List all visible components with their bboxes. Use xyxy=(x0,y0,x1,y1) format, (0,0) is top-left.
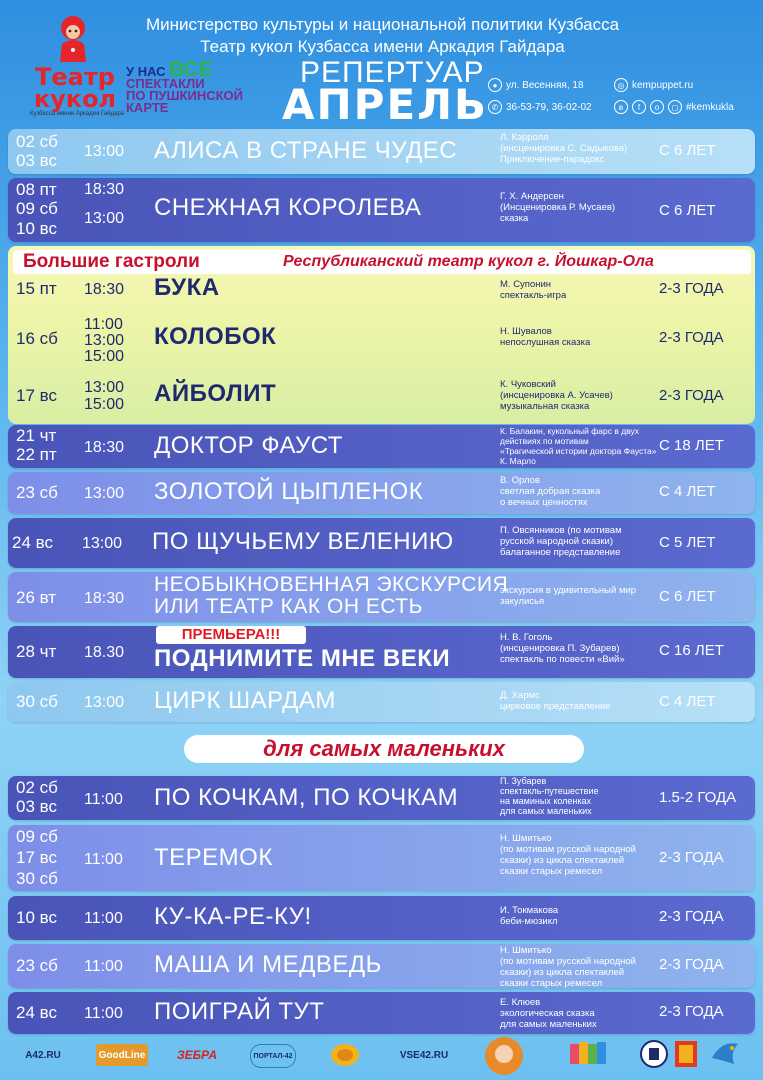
globe-icon: ◎ xyxy=(614,78,628,92)
partner-portal-logo[interactable]: ПОРТАЛ-42 xyxy=(250,1044,296,1068)
website[interactable] xyxy=(614,78,693,92)
show-time: 13:00 xyxy=(84,379,125,396)
show-date: 03 вс xyxy=(16,151,57,170)
partner-a42-logo[interactable]: А42.RU xyxy=(25,1049,61,1061)
show-info: П. Зубарев спектакль-путешествие на маминых коленках для самых маленьких xyxy=(500,776,599,816)
show-title[interactable]: НЕОБЫКНОВЕННАЯ ЭКСКУРСИЯ xyxy=(154,573,509,596)
instagram-icon[interactable]: ◻ xyxy=(668,100,682,114)
show-title[interactable]: БУКА xyxy=(154,274,220,301)
partner-goodline-logo[interactable]: GoodLine xyxy=(96,1044,148,1066)
show-date: 23 сб xyxy=(16,483,58,502)
show-info: В. Орлов светлая добрая сказка о вечных ценностях xyxy=(500,475,601,508)
show-time: 11:00 xyxy=(84,791,123,808)
show-info: Н. Шмитько (по мотивам русской народной сказки) из цикла спектаклей сказки старых ремесел xyxy=(500,945,636,989)
show-title[interactable]: ЦИРК ШАРДАМ xyxy=(154,687,336,714)
tour-subtitle: Республиканский театр кукол г. Йошкар-Ола xyxy=(283,253,654,270)
show-row[interactable] xyxy=(8,992,755,1034)
age-rating: 2-3 ГОДА xyxy=(659,329,724,346)
show-title[interactable]: КОЛОБОК xyxy=(154,323,277,350)
show-row[interactable] xyxy=(8,376,755,416)
pushkin-line4: КАРТЕ xyxy=(126,100,169,115)
show-date: 24 вс xyxy=(12,533,53,552)
show-date: 24 вс xyxy=(16,1003,57,1022)
show-row[interactable] xyxy=(8,276,755,306)
ok-icon[interactable]: о xyxy=(650,100,664,114)
show-date: 02 сб xyxy=(16,778,58,797)
age-rating: 2-3 ГОДА xyxy=(659,387,724,404)
show-time: 11:00 xyxy=(84,316,123,333)
vk-icon[interactable]: в xyxy=(614,100,628,114)
show-title[interactable]: МАША И МЕДВЕДЬ xyxy=(154,951,382,978)
show-date: 10 вс xyxy=(16,908,57,927)
show-date: 17 вс xyxy=(16,386,57,405)
age-rating: С 4 ЛЕТ xyxy=(659,693,716,710)
logo-title: Театр кукол xyxy=(33,63,117,113)
show-date: 30 сб xyxy=(16,692,58,711)
show-date: 15 пт xyxy=(16,279,57,298)
show-info: Н. Шмитько (по мотивам русской народной сказки) из цикла спектаклей сказки старых ремесел xyxy=(500,833,636,877)
age-rating: 1.5-2 ГОДА xyxy=(659,789,737,806)
show-title[interactable]: ДОКТОР ФАУСТ xyxy=(154,432,343,459)
show-row[interactable] xyxy=(8,425,755,468)
show-title[interactable]: ПО ЩУЧЬЕМУ ВЕЛЕНИЮ xyxy=(152,528,454,555)
phone-icon: ✆ xyxy=(488,100,502,114)
show-date: 03 вс xyxy=(16,797,57,816)
show-info: П. Овсянников (по мотивам русской народной сказки) балаганное представление xyxy=(500,525,622,558)
facebook-icon[interactable]: f xyxy=(632,100,646,114)
show-info: Л. Кэрролл (инсценировка С. Садыкова) Приключение-парадокс xyxy=(500,132,628,165)
theatre-name: Театр кукол Кузбасса имени Аркадия Гайдара xyxy=(200,37,565,56)
show-time: 13:00 xyxy=(84,694,125,711)
show-date: 21 чт xyxy=(16,426,57,445)
show-row[interactable] xyxy=(8,896,755,940)
show-title-line2[interactable]: ИЛИ ТЕАТР КАК ОН ЕСТЬ xyxy=(154,595,423,618)
show-date: 10 вс xyxy=(16,219,57,238)
age-rating: 2-3 ГОДА xyxy=(659,280,724,297)
show-time: 18:30 xyxy=(84,181,125,198)
show-date: 17 вс xyxy=(16,848,57,867)
show-info: Н. Шувалов непослушная сказка xyxy=(500,326,591,348)
show-date: 09 сб xyxy=(16,827,58,846)
show-date: 30 сб xyxy=(16,869,58,888)
show-time: 13:00 xyxy=(84,485,125,502)
age-rating: С 4 ЛЕТ xyxy=(659,483,716,500)
show-date: 26 вт xyxy=(16,588,57,607)
show-title[interactable]: ТЕРЕМОК xyxy=(154,844,273,871)
pushkin-line2: СПЕКТАКЛИ xyxy=(126,76,205,91)
show-info: экскурсия в удивительный мир закулисья xyxy=(500,585,637,607)
social[interactable] xyxy=(614,100,734,114)
logo-subtitle: Кузбасса имени Аркадия Гайдара xyxy=(29,111,125,117)
age-rating: С 16 ЛЕТ xyxy=(659,642,724,659)
repertoire-title: РЕПЕРТУАР xyxy=(300,56,485,89)
pushkin-line3: ПО ПУШКИНСКОЙ xyxy=(126,88,244,103)
show-time: 18:30 xyxy=(84,590,125,607)
age-rating: 2-3 ГОДА xyxy=(659,908,724,925)
show-date: 16 сб xyxy=(16,329,58,348)
show-date: 22 пт xyxy=(16,445,57,464)
show-time: 18.30 xyxy=(84,644,125,661)
partner-zebra-logo[interactable]: ЗЕБРА xyxy=(176,1048,218,1062)
social-tag: #kemkukla xyxy=(686,101,734,113)
show-row[interactable] xyxy=(8,472,755,514)
age-rating: С 5 ЛЕТ xyxy=(659,534,716,551)
show-title[interactable]: ПО КОЧКАМ, ПО КОЧКАМ xyxy=(154,784,459,811)
website-text[interactable]: kempuppet.ru xyxy=(632,79,694,91)
show-title[interactable]: АЙБОЛИТ xyxy=(154,380,277,407)
kids-section-title: для самых маленьких xyxy=(184,735,584,763)
show-date: 02 сб xyxy=(16,132,58,151)
show-date: 23 сб xyxy=(16,956,58,975)
age-rating: С 6 ЛЕТ xyxy=(659,202,716,219)
show-info: И. Токмакова беби-мюзикл xyxy=(500,905,559,927)
show-title[interactable]: АЛИСА В СТРАНЕ ЧУДЕС xyxy=(154,137,458,164)
show-time: 11:00 xyxy=(84,910,123,927)
partner-vse42-logo[interactable]: VSE42.RU xyxy=(399,1049,449,1061)
ministry-name: Министерство культуры и национальной политики Кузбасса xyxy=(145,15,620,34)
partner-sun-logo-icon[interactable] xyxy=(330,1042,360,1068)
age-rating: С 6 ЛЕТ xyxy=(659,588,716,605)
month-title: АПРЕЛЬ xyxy=(282,80,489,129)
show-info: Е. Клюев экологическая сказка для самых маленьких xyxy=(500,997,597,1030)
show-date: 28 чт xyxy=(16,642,57,661)
show-row[interactable] xyxy=(8,518,755,568)
show-title[interactable]: СНЕЖНАЯ КОРОЛЕВА xyxy=(154,194,422,221)
partner-kemerovo-logo-icon[interactable] xyxy=(640,1040,668,1068)
pushkin-card-badge xyxy=(126,58,281,115)
show-time: 11:00 xyxy=(84,958,123,975)
phones xyxy=(488,100,592,114)
show-time: 15:00 xyxy=(84,396,125,413)
pushkin-line1: У НАС xyxy=(126,64,166,79)
age-rating: 2-3 ГОДА xyxy=(659,849,724,866)
age-rating: 2-3 ГОДА xyxy=(659,1003,724,1020)
show-row[interactable] xyxy=(8,682,755,722)
show-time: 15:00 xyxy=(84,348,125,365)
premiere-badge: ПРЕМЬЕРА!!! xyxy=(156,626,306,644)
show-time: 11:00 xyxy=(84,851,123,868)
show-info: К. Балакин, кукольный фарс в двух действиях по мотивам «Трагической истории доктора Фауста» К. Марло xyxy=(500,426,657,466)
tour-title: Большие гастроли xyxy=(23,251,200,272)
show-info: Д. Хармс цирковое представление xyxy=(500,690,611,712)
address-text: ул. Весенняя, 18 xyxy=(506,79,584,91)
show-row[interactable] xyxy=(8,572,755,622)
show-info: Г. Х. Андерсен (Инсценировка Р. Мусаев) сказка xyxy=(500,191,616,224)
show-time: 11:00 xyxy=(84,1005,123,1022)
address xyxy=(488,78,584,92)
ministry-header xyxy=(140,14,625,58)
partner-book-logo-icon[interactable] xyxy=(672,1038,700,1070)
show-row[interactable] xyxy=(8,314,755,368)
partner-baby-logo-icon[interactable] xyxy=(568,1040,608,1070)
pushkin-all: ВСЕ xyxy=(169,58,213,81)
show-info: Н. В. Гоголь (инсценировка П. Зубарев) спектакль по повести «Вий» xyxy=(500,632,625,665)
show-info: К. Чуковский (инсценировка А. Усачев) музыкальная сказка xyxy=(500,379,613,412)
show-time: 13:00 xyxy=(84,332,125,349)
age-rating: С 6 ЛЕТ xyxy=(659,142,716,159)
show-time: 18:30 xyxy=(84,281,125,298)
age-rating: С 18 ЛЕТ xyxy=(659,437,724,454)
show-time: 13:00 xyxy=(84,143,125,160)
phones-text: 36-53-79, 36-02-02 xyxy=(506,101,592,113)
show-row[interactable] xyxy=(8,178,755,242)
show-time: 13:00 xyxy=(82,535,123,552)
show-title[interactable]: КУ-КА-РЕ-КУ! xyxy=(154,903,312,930)
show-info: М. Супонин спектакль-игра xyxy=(500,279,567,301)
tour-header xyxy=(13,250,751,274)
show-row[interactable] xyxy=(8,129,755,174)
mascot-icon xyxy=(52,14,94,64)
show-date: 08 пт xyxy=(16,180,57,199)
show-time: 18:30 xyxy=(84,439,125,456)
show-title[interactable]: ЗОЛОТОЙ ЦЫПЛЕНОК xyxy=(154,478,424,505)
partner-bird-logo-icon[interactable] xyxy=(708,1038,742,1070)
location-icon: ● xyxy=(488,78,502,92)
show-date: 09 сб xyxy=(16,199,58,218)
show-row[interactable] xyxy=(8,776,755,820)
show-row[interactable] xyxy=(8,626,755,678)
show-row[interactable] xyxy=(8,944,755,988)
show-row[interactable] xyxy=(8,825,755,891)
partner-child-logo-icon[interactable] xyxy=(484,1036,524,1076)
show-time: 13:00 xyxy=(84,210,125,227)
age-rating: 2-3 ГОДА xyxy=(659,956,724,973)
show-title[interactable]: ПОИГРАЙ ТУТ xyxy=(154,998,325,1025)
show-title[interactable]: ПОДНИМИТЕ МНЕ ВЕКИ xyxy=(154,645,451,672)
